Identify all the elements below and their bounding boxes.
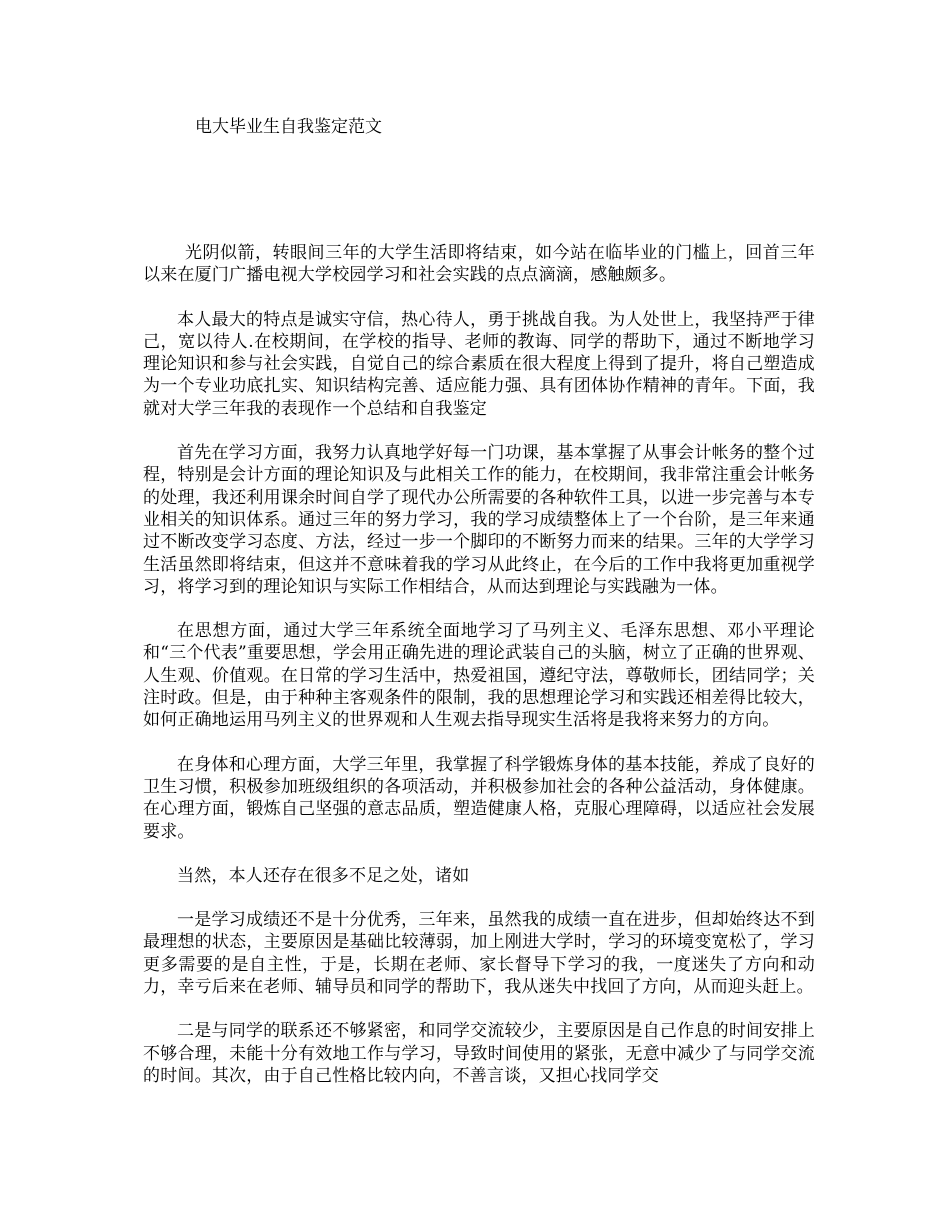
- paragraph-intro: 光阴似箭，转眼间三年的大学生活即将结束，如今站在临毕业的门槛上，回首三年以来在厦门广播电视大学校园学习和社会实践的点点滴滴，感触颇多。: [143, 243, 815, 286]
- paragraph-shortcomings-intro: 当然，本人还存在很多不足之处，诸如: [177, 865, 470, 886]
- paragraph-thought: 在思想方面，通过大学三年系统全面地学习了马列主义、毛泽东思想、邓小平理论和“三个代表”重要思想，学会用正确先进的理论武装自己的头脑，树立了正确的世界观、人生观、价值观。在日常的学习生活中，热爱祖国，遵纪守法，尊敬师长，团结同学；关注时政。但是，由于种种主客观条件的限制，我的思想理论学习和实践还相差得比较大，如何正确地运用马列主义的世界观和人生观去指导现实生活将是我将来努力的方向。: [143, 621, 815, 731]
- paragraph-shortcoming-two: 二是与同学的联系还不够紧密，和同学交流较少，主要原因是自己作息的时间安排上不够合理，未能十分有效地工作与学习，导致时间使用的紧张，无意中减少了与同学交流的时间。其次，由于自己性格比较内向，不善言谈，又担心找同学交: [143, 1021, 815, 1086]
- paragraph-health: 在身体和心理方面，大学三年里，我掌握了科学锻炼身体的基本技能，养成了良好的卫生习惯，积极参加班级组织的各项活动，并积极参加社会的各种公益活动，身体健康。在心理方面，锻炼自己坚强的意志品质，塑造健康人格，克服心理障碍，以适应社会发展要求。: [143, 754, 815, 842]
- document-title: 电大毕业生自我鉴定范文: [195, 117, 382, 137]
- paragraph-study: 首先在学习方面，我努力认真地学好每一门功课，基本掌握了从事会计帐务的整个过程，特别是会计方面的理论知识及与此相关工作的能力，在校期间，我非常注重会计帐务的处理，我还利用课余时间自学了现代办公所需要的各种软件工具，以进一步完善与本专业相关的知识体系。通过三年的努力学习，我的学习成绩整体上了一个台阶，是三年来通过不断改变学习态度、方法，经过一步一个脚印的不断努力而来的结果。三年的大学学习生活虽然即将结束，但这并不意味着我的学习从此终止，在今后的工作中我将更加重视学习，将学习到的理论知识与实际工作相结合，从而达到理论与实践融为一体。: [143, 443, 815, 597]
- paragraph-character: 本人最大的特点是诚实守信，热心待人，勇于挑战自我。为人处世上，我坚持严于律己，宽以待人.在校期间，在学校的指导、老师的教诲、同学的帮助下，通过不断地学习理论知识和参与社会实践，自觉自己的综合素质在很大程度上得到了提升，将自己塑造成为一个专业功底扎实、知识结构完善、适应能力强、具有团体协作精神的青年。下面，我就对大学三年我的表现作一个总结和自我鉴定: [143, 309, 815, 419]
- paragraph-shortcoming-one: 一是学习成绩还不是十分优秀，三年来，虽然我的成绩一直在进步，但却始终达不到最理想的状态，主要原因是基础比较薄弱，加上刚进大学时，学习的环境变宽松了，学习更多需要的是自主性，于是，长期在老师、家长督导下学习的我，一度迷失了方向和动力，幸亏后来在老师、辅导员和同学的帮助下，我从迷失中找回了方向，从而迎头赶上。: [143, 910, 815, 998]
- document-body: [143, 242, 815, 1109]
